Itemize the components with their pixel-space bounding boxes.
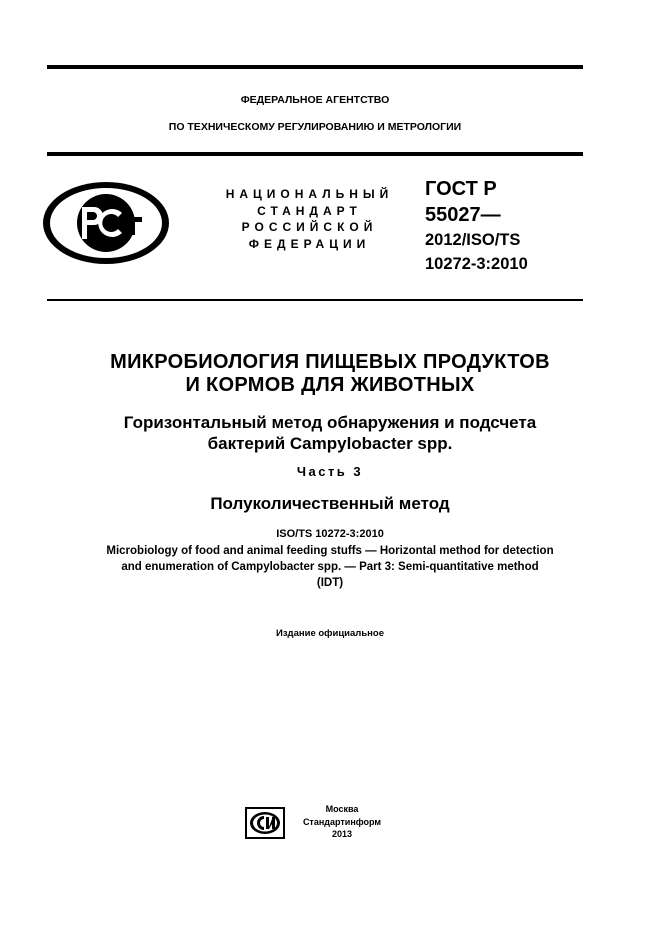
agency-line-1: ФЕДЕРАЛЬНОЕ АГЕНТСТВО <box>240 94 390 106</box>
english-line-2: and enumeration of Campylobacter spp. — Part 3: Semi-quantitative method <box>121 561 539 573</box>
document-subtitle <box>30 412 630 454</box>
title-line-2: И КОРМОВ ДЛЯ ЖИВОТНЫХ <box>185 374 475 396</box>
publisher-block <box>292 803 392 841</box>
national-line-1: НАЦИОНАЛЬНЫЙ <box>225 187 394 201</box>
english-title <box>30 543 630 591</box>
standard-designation <box>425 176 528 276</box>
publisher-name: Стандартинформ <box>302 816 382 827</box>
document-title <box>30 351 630 397</box>
part-label: Часть 3 <box>296 464 364 479</box>
publisher-year: 2013 <box>331 829 353 839</box>
agency-line-2: ПО ТЕХНИЧЕСКОМУ РЕГУЛИРОВАНИЮ И МЕТРОЛОГИИ <box>168 121 462 133</box>
iso-reference: ISO/TS 10272-3:2010 <box>276 528 384 540</box>
bottom-rule <box>47 299 583 301</box>
english-line-3: (IDT) <box>316 577 344 589</box>
publisher-city: Москва <box>325 804 359 814</box>
part-title: Полуколичественный метод <box>210 494 450 513</box>
subtitle-line-2: бактерий Campylobacter spp. <box>207 434 453 453</box>
english-line-1: Microbiology of food and animal feeding stuffs — Horizontal method for detection <box>106 545 554 557</box>
edition-note: Издание официальное <box>276 628 384 639</box>
designation-line-2: 55027— <box>425 204 501 226</box>
designation-line-4: 10272-3:2010 <box>425 255 528 273</box>
designation-line-3: 2012/ISO/TS <box>425 231 521 249</box>
national-line-2: СТАНДАРТ <box>257 203 362 218</box>
designation-line-1: ГОСТ Р <box>425 178 497 200</box>
national-line-4: ФЕДЕРАЦИИ <box>248 236 371 251</box>
subtitle-line-1: Горизонтальный метод обнаружения и подсчета <box>123 413 537 432</box>
top-rule <box>47 65 583 69</box>
middle-rule <box>47 152 583 156</box>
title-line-1: МИКРОБИОЛОГИЯ ПИЩЕВЫХ ПРОДУКТОВ <box>110 351 550 373</box>
gost-r-logo <box>40 179 172 267</box>
national-standard-block <box>212 186 407 252</box>
national-line-3: РОССИЙСКОЙ <box>241 220 378 234</box>
standartinform-logo <box>245 807 285 839</box>
